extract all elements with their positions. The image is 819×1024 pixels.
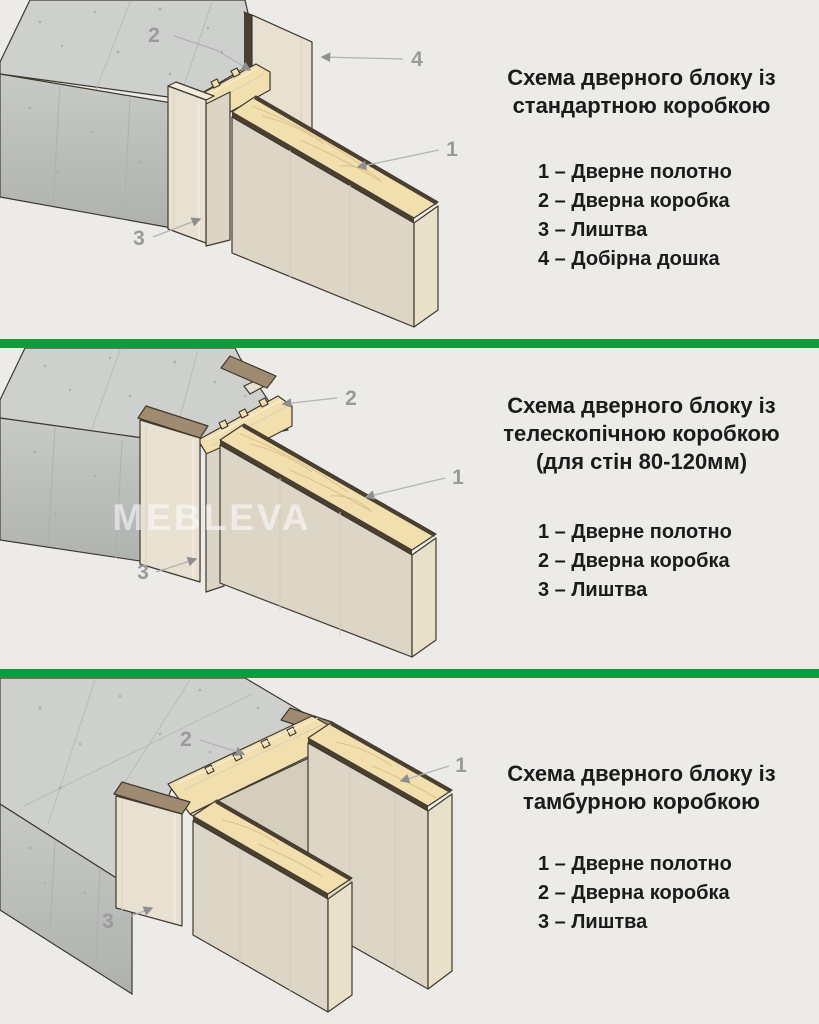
legend-item: 3 – Лиштва	[538, 219, 648, 241]
callout-frame-number: 2	[148, 24, 160, 47]
callout-leaf-number: 1	[446, 138, 458, 161]
legend-list	[470, 518, 813, 605]
info-telescopic-frame	[470, 348, 819, 669]
title-line: Схема дверного блоку із	[507, 761, 776, 786]
callout-2	[283, 387, 357, 410]
section-title	[470, 760, 813, 816]
frame-jamb	[206, 92, 230, 246]
door-leaf	[232, 96, 438, 327]
diagram-standard-frame	[0, 0, 470, 339]
callout-1	[366, 466, 464, 497]
callout-frame-number: 2	[345, 387, 357, 410]
legend-list	[470, 158, 813, 274]
section-title	[470, 392, 813, 476]
door-leaf	[220, 424, 436, 657]
section-standard-frame	[0, 0, 819, 339]
watermark: MEBLEVA	[112, 497, 312, 538]
legend-item: 2 – Дверна коробка	[538, 882, 730, 904]
casing-board	[138, 406, 208, 582]
title-line: Схема дверного блоку із	[507, 393, 776, 418]
section-telescopic-frame	[0, 348, 819, 669]
callout-casing-number: 3	[102, 910, 114, 933]
section-title	[470, 64, 813, 120]
callout-frame-number: 2	[180, 728, 192, 751]
diagram-tambour-frame	[0, 678, 470, 1024]
title-line: стандартною коробкою	[512, 93, 771, 118]
title-line: тамбурною коробкою	[523, 789, 760, 814]
info-standard-frame	[470, 0, 819, 339]
callout-leaf-number: 1	[452, 466, 464, 489]
legend-item: 2 – Дверна коробка	[538, 550, 730, 572]
callout-1	[358, 138, 458, 167]
legend-item: 1 – Дверне полотно	[538, 161, 732, 183]
green-divider	[0, 339, 819, 348]
casing-board	[114, 782, 190, 926]
callout-casing-number: 3	[137, 561, 149, 584]
info-tambour-frame	[470, 678, 819, 1024]
title-line: (для стін 80-120мм)	[535, 449, 748, 474]
green-divider	[0, 669, 819, 678]
section-tambour-frame	[0, 678, 819, 1024]
legend-item: 1 – Дверне полотно	[538, 521, 732, 543]
title-line: телескопічною коробкою	[503, 421, 780, 446]
legend-item: 3 – Лиштва	[538, 911, 648, 933]
legend-item: 2 – Дверна коробка	[538, 190, 730, 212]
diagram-telescopic-frame	[0, 348, 470, 669]
callout-leaf-number: 1	[455, 754, 467, 777]
callout-casing-number: 3	[133, 227, 145, 250]
title-line: Схема дверного блоку із	[507, 65, 776, 90]
legend-list	[470, 850, 813, 937]
callout-4	[322, 48, 423, 71]
callout-extension-number: 4	[411, 48, 423, 71]
legend-item: 4 – Добірна дошка	[538, 248, 720, 270]
legend-item: 3 – Лиштва	[538, 579, 648, 601]
legend-item: 1 – Дверне полотно	[538, 853, 732, 875]
